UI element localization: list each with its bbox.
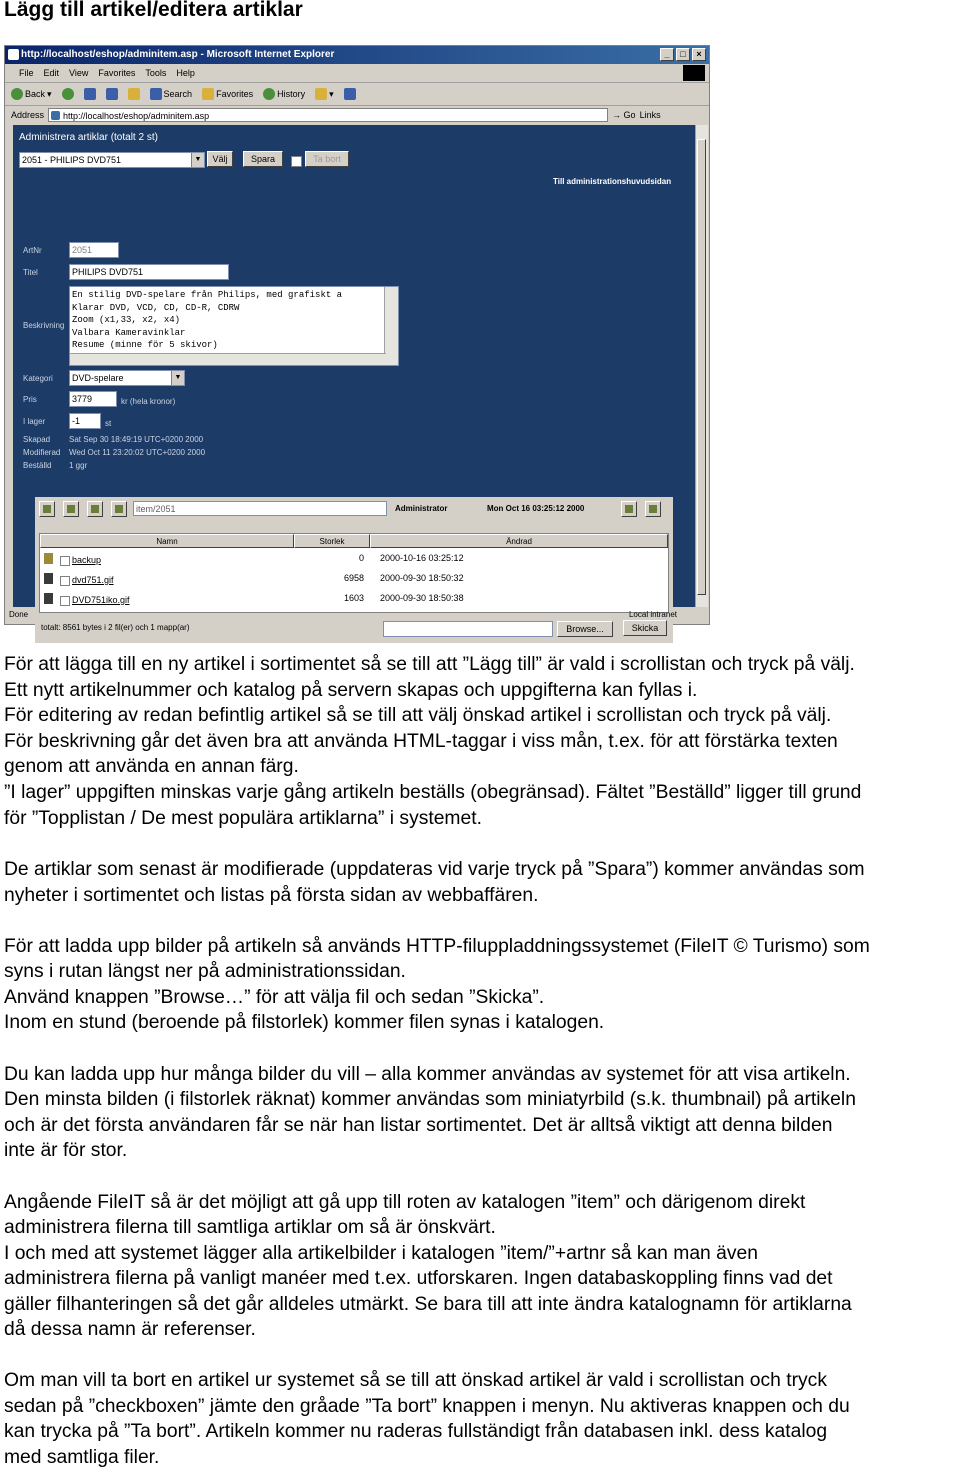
back-to-admin-link[interactable]: Till administrationshuvudsidan xyxy=(553,177,672,186)
mail-button[interactable]: ▾ xyxy=(315,88,334,100)
print-icon xyxy=(344,88,356,100)
skapad-label: Skapad xyxy=(23,435,51,444)
status-zone: Local intranet xyxy=(628,610,677,619)
artnr-field: 2051 xyxy=(69,242,119,258)
status-bar xyxy=(9,608,705,622)
beskrivning-label: Beskrivning xyxy=(23,321,65,330)
admin-heading: Administrera artiklar (totalt 2 st) xyxy=(19,132,158,143)
file-checkbox[interactable] xyxy=(60,576,70,586)
search-icon xyxy=(150,88,162,100)
windows-logo-icon xyxy=(683,65,705,81)
home-icon xyxy=(128,88,140,100)
file-size: 6958 xyxy=(343,573,364,583)
page-title: Lägg till artikel/editera artiklar xyxy=(4,0,303,21)
file-size: 0 xyxy=(358,553,364,563)
file-date: 2000-09-30 18:50:38 xyxy=(380,593,464,603)
body-line: administrera filerna på vanligt manéer med t.ex. utforskaren. Ingen databaskoppling finns vad det xyxy=(4,1268,833,1289)
ilager-unit: st xyxy=(105,419,112,428)
body-line: gäller filhanteringen så det går alldeles utmärkt. Se bara till att inte ändra katalognamn för artiklarna xyxy=(4,1294,852,1315)
history-icon xyxy=(263,88,275,100)
modifierad-label: Modifierad xyxy=(23,448,61,457)
textarea-vscroll[interactable] xyxy=(384,287,398,365)
folder-up-icon[interactable] xyxy=(111,501,127,517)
upload-file-field[interactable] xyxy=(383,621,553,637)
mail-icon xyxy=(315,88,327,100)
stop-icon xyxy=(84,88,96,100)
col-andrad[interactable]: Ändrad xyxy=(370,534,668,548)
menu-edit[interactable]: Edit xyxy=(43,68,60,78)
body-line: inte är för stor. xyxy=(4,1140,128,1161)
kategori-label: Kategori xyxy=(23,374,53,383)
tabort-checkbox[interactable] xyxy=(291,156,302,167)
body-line: syns i rutan längst ner på administrationssidan. xyxy=(4,961,406,982)
go-button[interactable]: → Go xyxy=(612,110,636,120)
titel-field[interactable]: PHILIPS DVD751 xyxy=(69,264,229,280)
delete-icon[interactable] xyxy=(63,501,79,517)
refresh-button[interactable] xyxy=(106,88,118,100)
menu-help[interactable]: Help xyxy=(176,68,195,78)
body-line: För beskrivning går det även bra att använda HTML-taggar i viss mån, t.ex. för att förstärka texten xyxy=(4,731,838,752)
body-line: Du kan ladda upp hur många bilder du vill – alla kommer användas av systemet för att visa artikeln. xyxy=(4,1064,851,1085)
browser-title: http://localhost/eshop/adminitem.asp - Microsoft Internet Explorer xyxy=(21,49,335,60)
menu-tools[interactable]: Tools xyxy=(145,68,167,78)
body-line: För att ladda upp bilder på artikeln så används HTTP-filuppladdningssystemet (FileIT © Turismo) som xyxy=(4,936,870,957)
refresh-icon[interactable] xyxy=(87,501,103,517)
ie-icon xyxy=(8,49,19,60)
body-line: I och med att systemet lägger alla artikelbilder i katalogen ”item/”+artnr så kan man även xyxy=(4,1243,758,1264)
fm-datetime: Mon Oct 16 03:25:12 2000 xyxy=(487,504,585,513)
address-input[interactable]: http://localhost/eshop/adminitem.asp xyxy=(48,108,608,122)
body-line: Angående FileIT så är det möjligt att gå upp till roten av katalogen ”item” och därigenom direkt xyxy=(4,1192,806,1213)
file-name[interactable]: backup xyxy=(72,555,102,565)
new-folder-icon[interactable] xyxy=(39,501,55,517)
maximize-icon[interactable]: □ xyxy=(676,48,690,61)
back-button[interactable]: Back ▾ xyxy=(11,88,52,100)
browser-toolbar xyxy=(5,83,709,106)
page-scrollbar[interactable] xyxy=(695,125,708,607)
body-line: då dessa namn är referenser. xyxy=(4,1319,256,1340)
favorites-icon xyxy=(202,88,214,100)
valj-button[interactable]: Välj xyxy=(207,151,233,167)
file-row[interactable] xyxy=(40,570,668,590)
search-button[interactable]: Search xyxy=(150,88,193,100)
textarea-hscroll[interactable] xyxy=(70,353,386,365)
fm-total: totalt: 8561 bytes i 2 fil(er) och 1 mapp(ar) xyxy=(41,623,190,632)
fm-path-field[interactable]: item/2051 xyxy=(133,501,387,516)
col-namn[interactable]: Namn xyxy=(40,534,294,548)
file-name[interactable]: dvd751.gif xyxy=(72,575,114,585)
file-icon xyxy=(44,593,53,604)
body-line: kan trycka på ”Ta bort”. Artikeln kommer nu raderas fullständigt från databasen inkl. dess katalog xyxy=(4,1421,828,1442)
bestalld-label: Beställd xyxy=(23,461,52,470)
stop-button[interactable] xyxy=(84,88,96,100)
tabort-button[interactable]: Ta bort xyxy=(305,151,349,167)
pris-unit: kr (hela kronor) xyxy=(121,397,176,406)
chevron-down-icon: ▼ xyxy=(171,371,184,385)
kategori-select[interactable]: DVD-spelare ▼ xyxy=(69,370,185,386)
body-line: med samtliga filer. xyxy=(4,1447,160,1468)
ilager-label: I lager xyxy=(23,417,46,426)
beskrivning-textarea[interactable] xyxy=(69,286,399,366)
ilager-field[interactable]: -1 xyxy=(69,413,101,429)
favorites-button[interactable]: Favorites xyxy=(202,88,253,100)
bestalld-value: 1 ggr xyxy=(69,461,88,470)
close-icon[interactable]: × xyxy=(692,48,706,61)
spara-button[interactable]: Spara xyxy=(243,151,283,167)
skicka-button[interactable]: Skicka xyxy=(623,620,667,636)
browse-button[interactable]: Browse... xyxy=(557,621,613,637)
file-date: 2000-10-16 03:25:12 xyxy=(380,553,464,563)
links-label[interactable]: Links xyxy=(639,110,661,120)
pris-field[interactable]: 3779 xyxy=(69,391,117,407)
fm-toolbar xyxy=(35,497,673,519)
address-bar xyxy=(5,106,709,124)
address-label: Address xyxy=(11,110,45,120)
status-done: Done xyxy=(9,610,29,619)
file-row[interactable] xyxy=(40,550,668,570)
skapad-value: Sat Sep 30 18:49:19 UTC+0200 2000 xyxy=(69,435,204,444)
back-arrow-icon xyxy=(11,88,23,100)
file-row[interactable] xyxy=(40,590,668,610)
browser-titlebar xyxy=(5,46,709,64)
body-line: genom att använda en annan färg. xyxy=(4,756,299,777)
body-line: Inom en stund (beroende på filstorlek) kommer filen synas i katalogen. xyxy=(4,1012,605,1033)
body-line: och är det första användaren får se när han listar sortimentet. Det är alltså viktigt att denna bilden xyxy=(4,1115,833,1136)
body-line: sedan på ”checkboxen” jämte den gråade ”Ta bort” knappen i menyn. Nu aktiveras knappen och du xyxy=(4,1396,850,1417)
col-storlek[interactable]: Storlek xyxy=(294,534,370,548)
history-button[interactable]: History xyxy=(263,88,305,100)
modifierad-value: Wed Oct 11 23:20:02 UTC+0200 2000 xyxy=(69,448,206,457)
forward-button[interactable] xyxy=(62,88,74,100)
file-checkbox[interactable] xyxy=(60,556,70,566)
file-checkbox[interactable] xyxy=(60,596,70,606)
pris-label: Pris xyxy=(23,395,37,404)
menu-favorites[interactable]: Favorites xyxy=(98,68,136,78)
titel-label: Titel xyxy=(23,268,38,277)
file-size: 1603 xyxy=(343,593,364,603)
body-line: administrera filerna till samtliga artiklar om så är önskvärt. xyxy=(4,1217,496,1238)
menu-bar xyxy=(5,64,709,83)
chevron-down-icon: ▼ xyxy=(191,153,204,167)
body-line: Om man vill ta bort en artikel ur systemet så se till att önskad artikel är vald i scrollistan och tryck xyxy=(4,1370,827,1391)
help-icon[interactable] xyxy=(645,501,661,517)
menu-view[interactable]: View xyxy=(69,68,89,78)
fm-file-list xyxy=(39,533,669,613)
article-select[interactable]: 2051 - PHILIPS DVD751 ▼ xyxy=(19,152,205,168)
beskrivning-text: En stilig DVD-spelare från Philips, med grafiskt a Klarar DVD, VCD, CD, CD-R, CDRW Zoom (x1,33, x2, x4) Valbara Kameravinklar Resume (minne för 5 skivor) xyxy=(72,290,343,350)
print-button[interactable] xyxy=(344,88,356,100)
scrollbar-thumb[interactable] xyxy=(697,139,706,595)
body-line: för ”Topplistan / De mest populära artiklarna” i systemet. xyxy=(4,808,482,829)
file-icon xyxy=(44,573,53,584)
file-name[interactable]: DVD751iko.gif xyxy=(72,595,130,605)
folder-icon xyxy=(44,553,53,564)
body-line: För editering av redan befintlig artikel så se till att välj önskad artikel i scrollistan och tryck på välj. xyxy=(4,705,832,726)
file-date: 2000-09-30 18:50:32 xyxy=(380,573,464,583)
body-line: Ett nytt artikelnummer och katalog på servern skapas och uppgifterna kan fyllas i. xyxy=(4,680,698,701)
body-line: De artiklar som senast är modifierade (uppdateras vid varje tryck på ”Spara”) kommer användas som xyxy=(4,859,865,880)
forward-arrow-icon xyxy=(62,88,74,100)
refresh-icon xyxy=(106,88,118,100)
browser-screenshot xyxy=(4,45,710,634)
body-line: För att lägga till en ny artikel i sortimentet så se till att ”Lägg till” är vald i scrollistan och tryck på välj. xyxy=(4,654,855,675)
menu-file[interactable]: File xyxy=(19,68,34,78)
minimize-icon[interactable]: _ xyxy=(660,48,674,61)
body-line: ”I lager” uppgiften minskas varje gång artikeln beställs (obegränsad). Fältet ”Beställd” ligger till grund xyxy=(4,782,862,803)
home-button[interactable] xyxy=(128,88,140,100)
body-line: Använd knappen ”Browse…” för att välja fil och sedan ”Skicka”. xyxy=(4,987,545,1008)
body-line: Den minsta bilden (i filstorlek räknat) kommer användas som miniatyrbild (s.k. thumbnail) på artikeln xyxy=(4,1089,856,1110)
body-line: nyheter i sortimentet och listas på första sidan av webbaffären. xyxy=(4,885,539,906)
info-icon[interactable] xyxy=(621,501,637,517)
artnr-label: ArtNr xyxy=(23,246,42,255)
fm-user: Administrator xyxy=(395,504,448,513)
